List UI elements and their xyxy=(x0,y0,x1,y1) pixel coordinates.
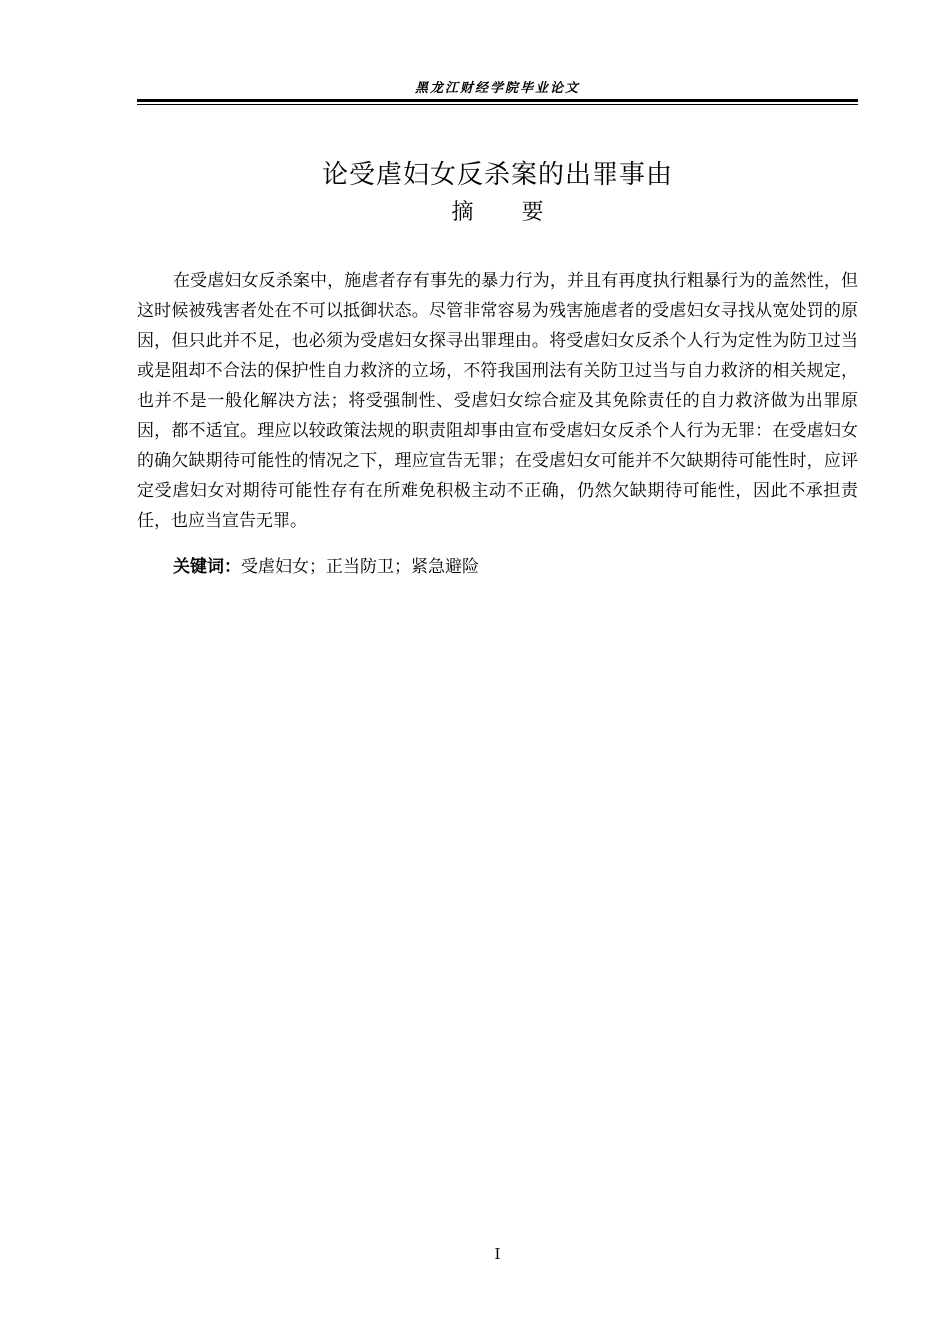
header-rule-thick xyxy=(137,99,858,102)
keywords-label: 关键词： xyxy=(173,557,241,577)
paper-title: 论受虐妇女反杀案的出罪事由 xyxy=(321,160,673,191)
abstract-body: 在受虐妇女反杀案中，施虐者存有事先的暴力行为，并且有再度执行粗暴行为的盖然性，但这时候被残害者处在不可以抵御状态。尽管非常容易为残害施虐者的受虐妇女寻找从宽处罚的原因，但只此并不足，也必须为受虐妇女探寻出罪理由。将受虐妇女反杀个人行为定性为防卫过当或是阻却不合法的保护性自力救济的立场，不符我国刑法有关防卫过当与自力救济的相关规定，也并不是一般化解决方法；将受强制性、受虐妇女综合症及其免除责任的自力救济做为出罪原因，都不适宜。理应以较政策法规的职责阻却事由宣布受虐妇女反杀个人行为无罪：在受虐妇女的确欠缺期待可能性的情况之下，理应宣告无罪；在受虐妇女可能并不欠缺期待可能性时，应评定受虐妇女对期待可能性存有在所难免积极主动不正确，仍然欠缺期待可能性，因此不承担责任，也应当宣告无罪。 xyxy=(137,271,858,531)
header-rule-thin xyxy=(137,104,858,105)
keywords-line xyxy=(173,552,858,582)
abstract-heading: 摘要 xyxy=(451,200,592,225)
keywords-values: 受虐妇女；正当防卫；紧急避险 xyxy=(241,557,479,577)
running-header: 黑龙江财经学院毕业论文 xyxy=(414,81,580,96)
page-number: I xyxy=(494,1245,501,1263)
